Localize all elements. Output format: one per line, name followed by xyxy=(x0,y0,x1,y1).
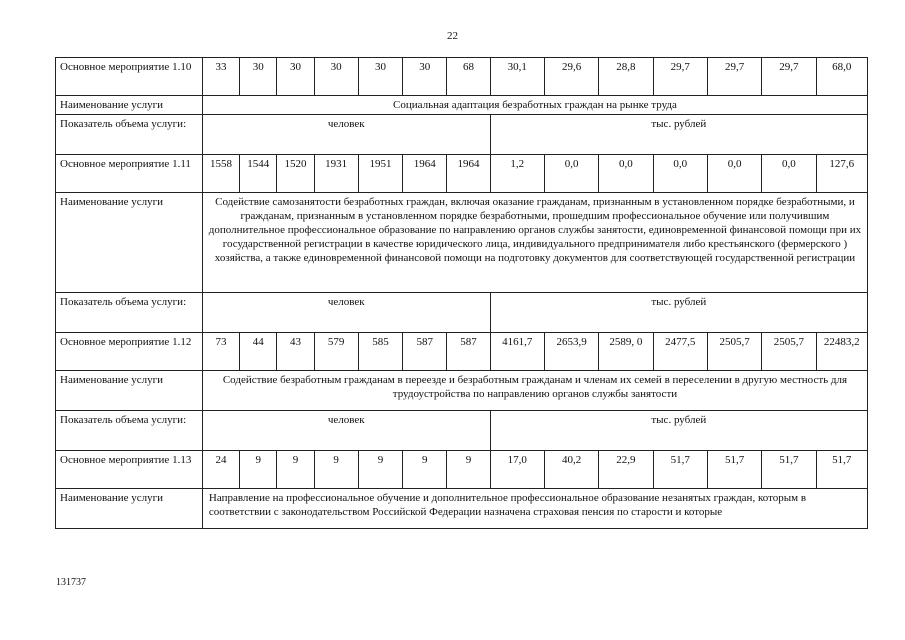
value-cell: 44 xyxy=(240,333,277,371)
value-cell: 1931 xyxy=(314,155,358,193)
value-cell: 1964 xyxy=(447,155,490,193)
value-cell: 1520 xyxy=(277,155,314,193)
indicator-row xyxy=(56,293,868,333)
value-cell: 17,0 xyxy=(490,451,544,489)
unit-rubles: тыс. рублей xyxy=(490,411,867,451)
row-label: Основное мероприятие 1.10 xyxy=(56,58,203,96)
value-cell: 29,7 xyxy=(653,58,707,96)
service-name: Содействие самозанятости безработных граждан, включая оказание гражданам, признанным в установленном порядке безработными, и гражданам, признанным в установленном порядке безработными, прошедшим профессиональное обучение или получившим дополнительное профессиональное образование по направлению органов службы занятости, единовременной финансовой помощи при их государственной регистрации в качестве юридического лица, индивидуального предпринимателя либо крестьянского (фермерского ) хозяйства, а также единовременной финансовой помощи на подготовку документов для соответствующей государственной регистрации xyxy=(202,193,867,293)
service-name: Содействие безработным гражданам в переезде и безработным гражданам и членам их семей в переселении в другую местность для трудоустройства по направлению органов службы занятости xyxy=(202,371,867,411)
row-label: Наименование услуги xyxy=(56,96,203,115)
value-cell: 0,0 xyxy=(762,155,816,193)
unit-people: человек xyxy=(202,411,490,451)
value-cell: 22,9 xyxy=(599,451,653,489)
program-table xyxy=(55,57,868,529)
row-label: Показатель объема услуги: xyxy=(56,293,203,333)
value-cell: 0,0 xyxy=(653,155,707,193)
value-cell: 29,7 xyxy=(707,58,761,96)
row-label: Показатель объема услуги: xyxy=(56,411,203,451)
row-label: Основное мероприятие 1.11 xyxy=(56,155,203,193)
row-label: Основное мероприятие 1.12 xyxy=(56,333,203,371)
value-cell: 30 xyxy=(358,58,402,96)
unit-people: человек xyxy=(202,293,490,333)
service-name-row xyxy=(56,489,868,529)
indicator-row xyxy=(56,411,868,451)
value-cell: 28,8 xyxy=(599,58,653,96)
value-cell: 51,7 xyxy=(653,451,707,489)
value-cell: 30 xyxy=(403,58,447,96)
service-name-row xyxy=(56,371,868,411)
row-label: Наименование услуги xyxy=(56,193,203,293)
unit-people: человек xyxy=(202,115,490,155)
value-cell: 68,0 xyxy=(816,58,867,96)
value-cell: 30 xyxy=(240,58,277,96)
row-label: Основное мероприятие 1.13 xyxy=(56,451,203,489)
value-cell: 30 xyxy=(314,58,358,96)
value-cell: 585 xyxy=(358,333,402,371)
service-name-row xyxy=(56,193,868,293)
document-code: 131737 xyxy=(56,577,86,588)
measure-row xyxy=(56,333,868,371)
value-cell: 33 xyxy=(202,58,239,96)
page-number: 22 xyxy=(447,30,458,42)
value-cell: 2477,5 xyxy=(653,333,707,371)
value-cell: 1544 xyxy=(240,155,277,193)
value-cell: 1558 xyxy=(202,155,239,193)
value-cell: 0,0 xyxy=(544,155,598,193)
value-cell: 1951 xyxy=(358,155,402,193)
value-cell: 0,0 xyxy=(599,155,653,193)
value-cell: 579 xyxy=(314,333,358,371)
value-cell: 29,7 xyxy=(762,58,816,96)
value-cell: 0,0 xyxy=(707,155,761,193)
value-cell: 1,2 xyxy=(490,155,544,193)
value-cell: 30 xyxy=(277,58,314,96)
service-name: Социальная адаптация безработных граждан на рынке труда xyxy=(202,96,867,115)
value-cell: 51,7 xyxy=(707,451,761,489)
value-cell: 51,7 xyxy=(762,451,816,489)
value-cell: 587 xyxy=(403,333,447,371)
value-cell: 2505,7 xyxy=(762,333,816,371)
measure-row xyxy=(56,58,868,96)
value-cell: 587 xyxy=(447,333,490,371)
value-cell: 2653,9 xyxy=(544,333,598,371)
value-cell: 9 xyxy=(447,451,490,489)
row-label: Наименование услуги xyxy=(56,489,203,529)
row-label: Показатель объема услуги: xyxy=(56,115,203,155)
value-cell: 68 xyxy=(447,58,490,96)
value-cell: 9 xyxy=(403,451,447,489)
value-cell: 9 xyxy=(240,451,277,489)
value-cell: 4161,7 xyxy=(490,333,544,371)
value-cell: 22483,2 xyxy=(816,333,867,371)
measure-row xyxy=(56,451,868,489)
measure-row xyxy=(56,155,868,193)
value-cell: 2589, 0 xyxy=(599,333,653,371)
unit-rubles: тыс. рублей xyxy=(490,115,867,155)
value-cell: 1964 xyxy=(403,155,447,193)
service-name: Направление на профессиональное обучение и дополнительное профессиональное образование незанятых граждан, которым в соответствии с законодательством Российской Федерации назначена страховая пенсия по старости и которые xyxy=(202,489,867,529)
value-cell: 51,7 xyxy=(816,451,867,489)
service-name-row xyxy=(56,96,868,115)
value-cell: 30,1 xyxy=(490,58,544,96)
unit-rubles: тыс. рублей xyxy=(490,293,867,333)
value-cell: 9 xyxy=(277,451,314,489)
value-cell: 73 xyxy=(202,333,239,371)
value-cell: 29,6 xyxy=(544,58,598,96)
value-cell: 24 xyxy=(202,451,239,489)
value-cell: 2505,7 xyxy=(707,333,761,371)
row-label: Наименование услуги xyxy=(56,371,203,411)
value-cell: 9 xyxy=(358,451,402,489)
value-cell: 9 xyxy=(314,451,358,489)
indicator-row xyxy=(56,115,868,155)
value-cell: 127,6 xyxy=(816,155,867,193)
value-cell: 40,2 xyxy=(544,451,598,489)
value-cell: 43 xyxy=(277,333,314,371)
